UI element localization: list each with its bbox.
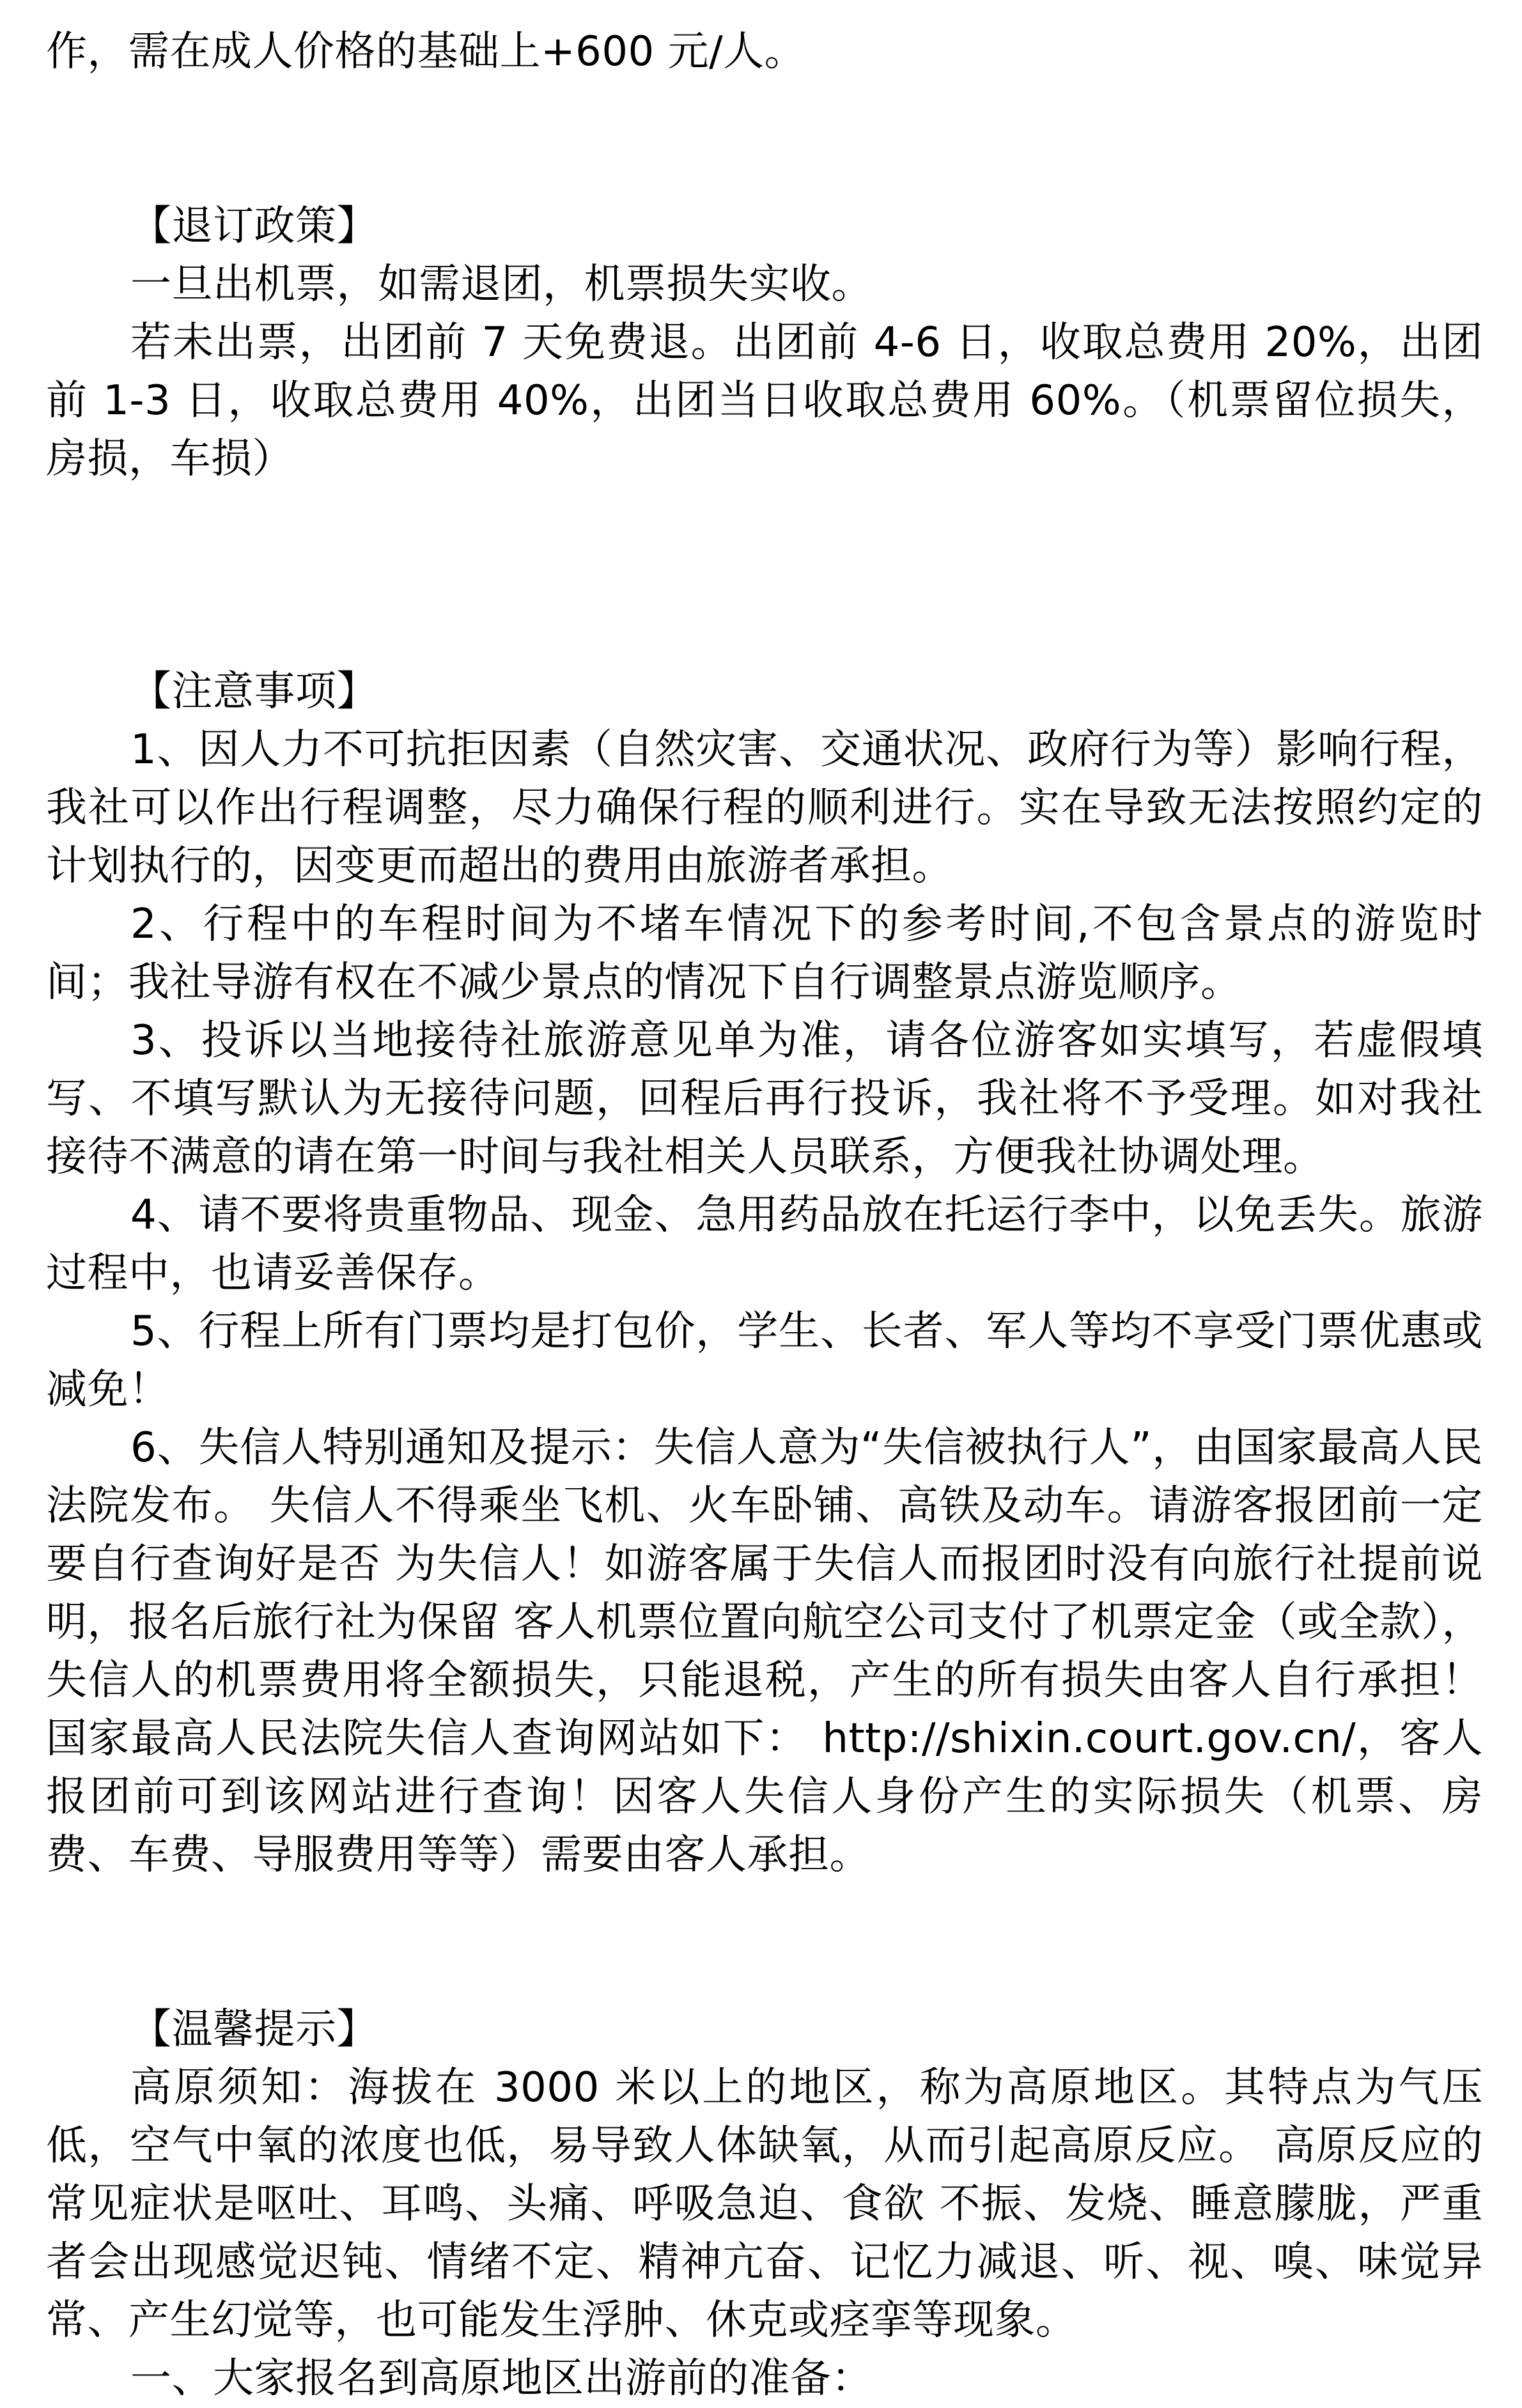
refund-policy-heading: 【退订政策】: [130, 203, 378, 250]
notice-item: 3、投诉以当地接待社旅游意见单为准，请各位游客如实填写，若虚假填写、不填写默认为无接待问题，回程后再行投诉，我社将不予受理。如对我社接待不满意的请在第一时间与我社相关人员联系，方便我社协调处理。: [46, 1017, 1483, 1181]
notice-item: 1、因人力不可抗拒因素（自然灾害、交通状况、政府行为等）影响行程，我社可以作出行程调整，尽力确保行程的顺利进行。实在导致无法按照约定的计划执行的，因变更而超出的费用由旅游者承担。: [46, 726, 1483, 890]
spacer: [46, 81, 1483, 198]
tips-heading: 【温馨提示】: [130, 2006, 378, 2053]
document-page: [46, 23, 1483, 2408]
notice-heading: 【注意事项】: [130, 668, 378, 715]
notice-section: [46, 663, 1483, 1884]
refund-policy-section: [46, 198, 1483, 488]
notice-item: 4、请不要将贵重物品、现金、急用药品放在托运行李中，以免丢失。旅游过程中，也请妥善保存。: [46, 1192, 1483, 1297]
notice-item: 6、失信人特别通知及提示：失信人意为“失信被执行人”，由国家最高人民法院发布。 失信人不得乘坐飞机、火车卧铺、高铁及动车。请游客报团前一定要自行查询好是否 为失信人！如游客属于失信人而报团时没有向旅行社提前说明，报名后旅行社为保留 客人机票位置向航空公司支付了机票定金（或全款），失信人的机票费用将全额损失，只能退税，产生的所有损失由客人自行承担！国家最高人民法院失信人查询网站如下： http://shixin.court.gov.cn/，客人报团前可到该网站进行查询！因客人失信人身份产生的实际损失（机票、房费、车费、导服费用等等）需要由客人承担。: [46, 1424, 1483, 1879]
intro-continuation: 作，需在成人价格的基础上+600 元/人。: [46, 28, 806, 75]
spacer: [46, 488, 1483, 663]
notice-item: 2、行程中的车程时间为不堵车情况下的参考时间,不包含景点的游览时间；我社导游有权在不减少景点的情况下自行调整景点游览顺序。: [46, 901, 1483, 1006]
spacer: [46, 1884, 1483, 2001]
tips-section: [46, 2001, 1483, 2408]
refund-paragraph: 一旦出机票，如需退团，机票损失实收。: [130, 261, 873, 308]
tips-paragraph: 高原须知：海拔在 3000 米以上的地区，称为高原地区。其特点为气压低，空气中氧的浓度也低，易导致人体缺氧，从而引起高原反应。 高原反应的常见症状是呕吐、耳鸣、头痛、呼吸急迫、食欲 不振、发烧、睡意朦胧，严重者会出现感觉迟钝、情绪不定、精神亢奋、记忆力减退、听、视、嗅、味觉异常、产生幻觉等，也可能发生浮肿、休克或痉挛等现象。: [46, 2064, 1483, 2344]
tips-paragraph: 一、大家报名到高原地区出游前的准备：: [130, 2355, 873, 2402]
notice-item: 5、行程上所有门票均是打包价，学生、长者、军人等均不享受门票优惠或减免！: [46, 1308, 1483, 1413]
refund-paragraph: 若未出票，出团前 7 天免费退。出团前 4-6 日，收取总费用 20%，出团前 1-3 日，收取总费用 40%，出团当日收取总费用 60%。（机票留位损失，房损，车损）: [46, 319, 1483, 483]
